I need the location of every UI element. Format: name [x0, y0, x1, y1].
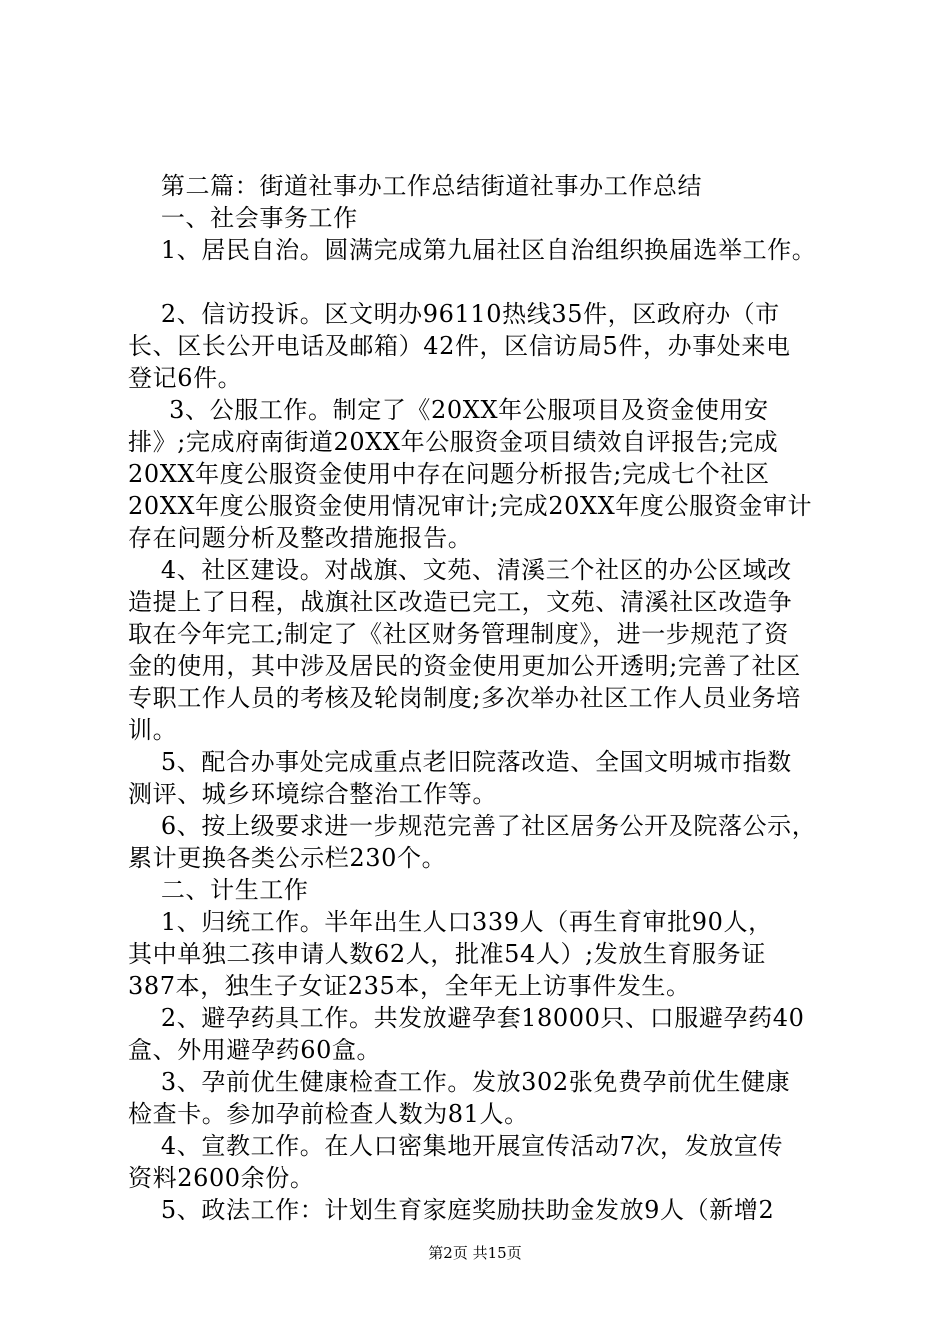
- paragraph-line: 累计更换各类公示栏230个。: [128, 844, 447, 872]
- paragraph-line: 训。: [128, 716, 178, 744]
- paragraph-line: 1、居民自治。圆满完成第九届社区自治组织换届选举工作。: [128, 236, 817, 264]
- paragraph-line: 1、归统工作。半年出生人口339人（再生育审批90人，: [128, 908, 773, 936]
- paragraph-line: 6、按上级要求进一步规范完善了社区居务公开及院落公示，: [128, 812, 817, 840]
- paragraph-line: 排》;完成府南街道20XX年公服资金项目绩效自评报告;完成: [128, 428, 779, 456]
- paragraph-line: 资料2600余份。: [128, 1164, 315, 1192]
- paragraph-line: 取在今年完工;制定了《社区财务管理制度》，进一步规范了资: [128, 620, 789, 648]
- paragraph-line: 其中单独二孩申请人数62人，批准54人）;发放生育服务证: [128, 940, 766, 968]
- paragraph-line: 5、政法工作：计划生育家庭奖励扶助金发放9人（新增2: [128, 1196, 775, 1224]
- paragraph-line: 20XX年度公服资金使用中存在问题分析报告;完成七个社区: [128, 460, 770, 488]
- section-heading: 二、计生工作: [128, 876, 309, 904]
- paragraph-line: 3、公服工作。制定了《20XX年公服项目及资金使用安: [128, 396, 769, 424]
- paragraph-line: 2、信访投诉。区文明办96110热线35件，区政府办（市: [128, 300, 780, 328]
- page-footer: [0, 1243, 950, 1263]
- paragraph-line: 387本，独生子女证235本，全年无上访事件发生。: [128, 972, 691, 1000]
- document-body: [128, 170, 838, 1226]
- paragraph-line: 盒、外用避孕药60盒。: [128, 1036, 382, 1064]
- paragraph-line: 存在问题分析及整改措施报告。: [128, 524, 473, 552]
- paragraph-line: 5、配合办事处完成重点老旧院落改造、全国文明城市指数: [128, 748, 792, 776]
- paragraph-line: 长、区长公开电话及邮箱）42件，区信访局5件，办事处来电: [128, 332, 791, 360]
- paragraph-line: 3、孕前优生健康检查工作。发放302张免费孕前优生健康: [128, 1068, 791, 1096]
- paragraph-line: 登记6件。: [128, 364, 243, 392]
- paragraph-line: 测评、城乡环境综合整治工作等。: [128, 780, 497, 808]
- paragraph-line: 造提上了日程，战旗社区改造已完工，文苑、清溪社区改造争: [128, 588, 793, 616]
- page-number-label: 第2页 共15页: [428, 1244, 522, 1262]
- paragraph-line: 专职工作人员的考核及轮岗制度;多次举办社区工作人员业务培: [128, 684, 801, 712]
- paragraph-line: 2、避孕药具工作。共发放避孕套18000只、口服避孕药40: [128, 1004, 805, 1032]
- section-heading: 一、社会事务工作: [128, 204, 358, 232]
- paragraph-line: 20XX年度公服资金使用情况审计;完成20XX年度公服资金审计: [128, 492, 813, 520]
- paragraph-line: 4、宣教工作。在人口密集地开展宣传活动7次，发放宣传: [128, 1132, 784, 1160]
- paragraph-line: 检查卡。参加孕前检查人数为81人。: [128, 1100, 529, 1128]
- document-title: 第二篇：街道社事办工作总结街道社事办工作总结: [128, 172, 703, 200]
- paragraph-line: 4、社区建设。对战旗、文苑、清溪三个社区的办公区域改: [128, 556, 792, 584]
- paragraph-line: 金的使用，其中涉及居民的资金使用更加公开透明;完善了社区: [128, 652, 801, 680]
- blank-line: [128, 266, 838, 298]
